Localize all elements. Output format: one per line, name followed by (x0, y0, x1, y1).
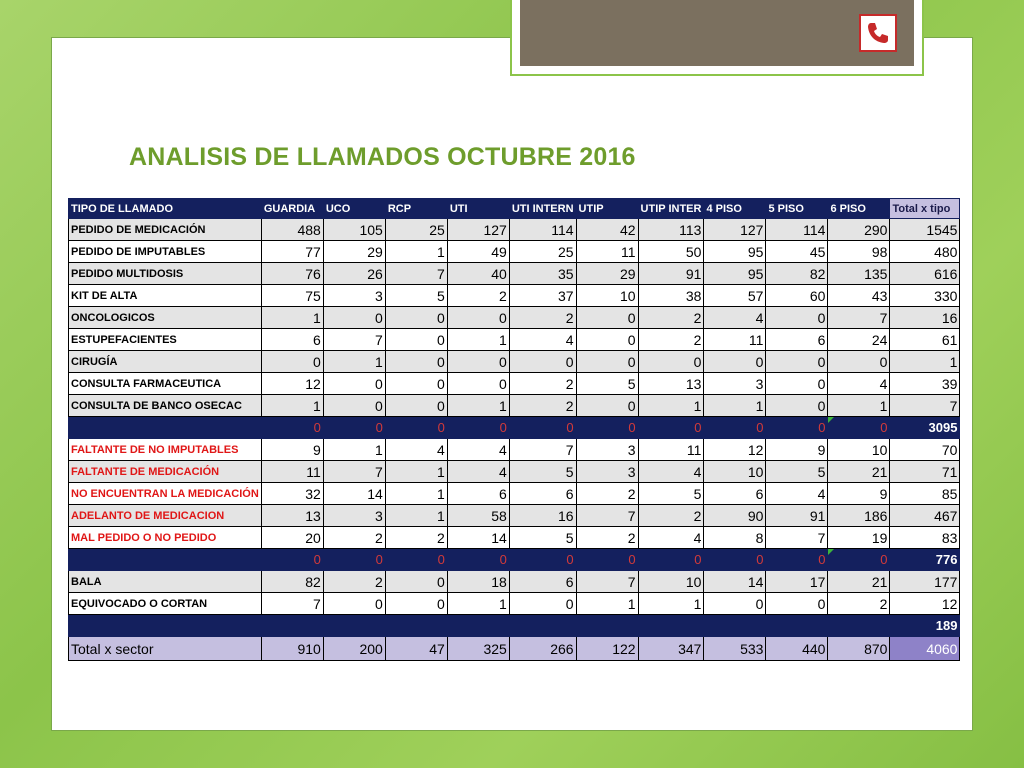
table-row (69, 483, 960, 505)
sector-total-cell: 440 (766, 637, 828, 661)
table-cell: 91 (638, 263, 704, 285)
table-cell: 0 (509, 351, 576, 373)
row-total-cell: 3095 (890, 417, 960, 439)
table-cell: 488 (261, 219, 323, 241)
table-row (69, 373, 960, 395)
table-cell: 11 (261, 461, 323, 483)
row-label (69, 549, 262, 571)
table-row (69, 395, 960, 417)
row-total-cell: 1 (890, 351, 960, 373)
table-cell: 0 (766, 307, 828, 329)
table-cell: 95 (704, 263, 766, 285)
table-cell: 1 (638, 395, 704, 417)
table-cell: 135 (828, 263, 890, 285)
row-total-cell: 83 (890, 527, 960, 549)
table-cell: 25 (385, 219, 447, 241)
column-header: UCO (323, 199, 385, 219)
table-cell: 0 (576, 307, 638, 329)
table-cell: 9 (261, 439, 323, 461)
table-cell (766, 615, 828, 637)
table-cell: 113 (638, 219, 704, 241)
table-cell: 0 (447, 417, 509, 439)
row-total-cell: 177 (890, 571, 960, 593)
table-cell: 12 (704, 439, 766, 461)
row-total-cell: 467 (890, 505, 960, 527)
sector-total-cell: 533 (704, 637, 766, 661)
total-label: Total x sector (69, 637, 262, 661)
sector-total-cell: 47 (385, 637, 447, 661)
table-cell: 1 (447, 593, 509, 615)
table-cell: 19 (828, 527, 890, 549)
table-cell: 7 (576, 505, 638, 527)
table-cell: 7 (766, 527, 828, 549)
table-row (69, 593, 960, 615)
table-cell: 11 (576, 241, 638, 263)
row-label: CIRUGÍA (69, 351, 262, 373)
table-row (69, 219, 960, 241)
row-total-cell: 39 (890, 373, 960, 395)
table-cell: 0 (447, 373, 509, 395)
table-cell: 1 (323, 439, 385, 461)
table-cell: 114 (509, 219, 576, 241)
table-cell: 7 (576, 571, 638, 593)
table-cell: 290 (828, 219, 890, 241)
sector-total-cell: 200 (323, 637, 385, 661)
table-cell: 1 (576, 593, 638, 615)
table-cell: 0 (766, 351, 828, 373)
sector-total-cell: 266 (509, 637, 576, 661)
sector-total-cell: 870 (828, 637, 890, 661)
table-cell: 57 (704, 285, 766, 307)
table-cell: 0 (385, 395, 447, 417)
table-cell: 0 (323, 417, 385, 439)
table-cell: 7 (385, 263, 447, 285)
table-cell (385, 615, 447, 637)
table-cell: 127 (447, 219, 509, 241)
table-cell: 0 (828, 549, 890, 571)
row-total-cell: 776 (890, 549, 960, 571)
table-cell: 1 (704, 395, 766, 417)
table-cell: 0 (509, 593, 576, 615)
table-cell: 14 (323, 483, 385, 505)
table-cell: 1 (261, 395, 323, 417)
table-cell: 82 (766, 263, 828, 285)
table-row (69, 351, 960, 373)
table-cell: 26 (323, 263, 385, 285)
table-cell: 1 (323, 351, 385, 373)
table-cell (704, 615, 766, 637)
table-cell: 16 (509, 505, 576, 527)
table-cell: 0 (766, 593, 828, 615)
header-banner (520, 0, 914, 66)
table-cell: 2 (638, 505, 704, 527)
table-cell: 21 (828, 461, 890, 483)
table-cell: 0 (576, 417, 638, 439)
table-cell: 1 (385, 241, 447, 263)
table-cell: 32 (261, 483, 323, 505)
table-cell: 0 (704, 549, 766, 571)
table-cell: 0 (323, 307, 385, 329)
row-label: FALTANTE DE NO IMPUTABLES (69, 439, 262, 461)
row-label: CONSULTA DE BANCO OSECAC (69, 395, 262, 417)
table-cell: 1 (447, 329, 509, 351)
row-total-cell: 16 (890, 307, 960, 329)
table-cell: 17 (766, 571, 828, 593)
table-cell: 0 (447, 351, 509, 373)
row-total-cell: 189 (890, 615, 960, 637)
table-cell: 10 (638, 571, 704, 593)
table-cell: 21 (828, 571, 890, 593)
row-label: EQUIVOCADO O CORTAN (69, 593, 262, 615)
table-cell: 91 (766, 505, 828, 527)
subtotal-row (69, 615, 960, 637)
table-header-row (69, 199, 960, 219)
calls-table (68, 198, 960, 661)
table-cell: 127 (704, 219, 766, 241)
table-row (69, 263, 960, 285)
table-cell: 49 (447, 241, 509, 263)
table-cell: 186 (828, 505, 890, 527)
row-label: PEDIDO DE MEDICACIÓN (69, 219, 262, 241)
table-cell: 43 (828, 285, 890, 307)
table-cell: 3 (576, 439, 638, 461)
table-cell: 0 (385, 571, 447, 593)
table-cell (261, 615, 323, 637)
table-cell: 4 (385, 439, 447, 461)
row-total-cell: 61 (890, 329, 960, 351)
row-total-cell: 85 (890, 483, 960, 505)
column-header: 5 PISO (766, 199, 828, 219)
table-cell: 0 (704, 351, 766, 373)
row-label: BALA (69, 571, 262, 593)
table-cell: 0 (261, 549, 323, 571)
table-cell: 0 (385, 417, 447, 439)
table-cell: 20 (261, 527, 323, 549)
table-cell: 38 (638, 285, 704, 307)
table-cell (828, 615, 890, 637)
table-row (69, 461, 960, 483)
table-cell: 0 (385, 593, 447, 615)
column-header: UTIP INTER (638, 199, 704, 219)
table-cell: 1 (828, 395, 890, 417)
table-cell: 0 (447, 307, 509, 329)
sector-total-cell: 347 (638, 637, 704, 661)
table-cell: 25 (509, 241, 576, 263)
table-cell: 2 (509, 395, 576, 417)
table-cell: 0 (261, 351, 323, 373)
table-cell: 4 (704, 307, 766, 329)
table-cell: 4 (828, 373, 890, 395)
table-cell: 5 (638, 483, 704, 505)
table-cell: 77 (261, 241, 323, 263)
table-cell: 0 (323, 593, 385, 615)
row-label: ESTUPEFACIENTES (69, 329, 262, 351)
table-cell: 35 (509, 263, 576, 285)
table-cell: 0 (261, 417, 323, 439)
table-cell: 0 (576, 329, 638, 351)
table-cell: 6 (704, 483, 766, 505)
column-header: UTI INTERN (509, 199, 576, 219)
table-cell: 37 (509, 285, 576, 307)
table-cell: 0 (385, 373, 447, 395)
column-header: TIPO DE LLAMADO (69, 199, 262, 219)
table-cell: 114 (766, 219, 828, 241)
table-cell: 2 (447, 285, 509, 307)
row-total-cell: 616 (890, 263, 960, 285)
table-cell: 0 (323, 549, 385, 571)
table-cell: 18 (447, 571, 509, 593)
table-cell: 1 (261, 307, 323, 329)
table-cell: 5 (576, 373, 638, 395)
page-title: ANALISIS DE LLAMADOS OCTUBRE 2016 (129, 143, 636, 171)
sector-total-cell: 122 (576, 637, 638, 661)
table-cell: 10 (828, 439, 890, 461)
table-cell: 0 (766, 373, 828, 395)
table-cell: 13 (261, 505, 323, 527)
table-cell: 2 (638, 307, 704, 329)
table-cell: 11 (704, 329, 766, 351)
table-cell: 58 (447, 505, 509, 527)
table-cell: 7 (323, 461, 385, 483)
table-cell: 29 (323, 241, 385, 263)
table-cell: 3 (704, 373, 766, 395)
table-cell: 9 (828, 483, 890, 505)
sector-total-cell: 910 (261, 637, 323, 661)
table-cell: 11 (638, 439, 704, 461)
column-header: UTIP (576, 199, 638, 219)
table-cell: 2 (509, 307, 576, 329)
table-row (69, 505, 960, 527)
row-label: MAL PEDIDO O NO PEDIDO (69, 527, 262, 549)
table-cell: 0 (323, 395, 385, 417)
table-cell: 3 (323, 505, 385, 527)
table-cell: 6 (447, 483, 509, 505)
row-label: ADELANTO DE MEDICACION (69, 505, 262, 527)
row-label: KIT DE ALTA (69, 285, 262, 307)
table-cell: 4 (509, 329, 576, 351)
row-label: CONSULTA FARMACEUTICA (69, 373, 262, 395)
table-row (69, 241, 960, 263)
table-cell: 1 (385, 505, 447, 527)
table-cell: 0 (576, 549, 638, 571)
column-header: 4 PISO (704, 199, 766, 219)
table-cell: 40 (447, 263, 509, 285)
table-cell: 2 (576, 527, 638, 549)
column-header: Total x tipo (890, 199, 960, 219)
table-cell (638, 615, 704, 637)
table-row (69, 439, 960, 461)
table-cell: 3 (576, 461, 638, 483)
table-cell (323, 615, 385, 637)
table-cell: 4 (447, 461, 509, 483)
table-cell: 5 (385, 285, 447, 307)
table-row (69, 527, 960, 549)
column-header: GUARDIA (261, 199, 323, 219)
table-cell: 0 (447, 549, 509, 571)
sector-total-cell: 325 (447, 637, 509, 661)
table-cell: 5 (509, 527, 576, 549)
table-cell: 0 (385, 549, 447, 571)
table-cell: 0 (704, 593, 766, 615)
table-cell: 6 (509, 483, 576, 505)
row-total-cell: 12 (890, 593, 960, 615)
table-cell: 98 (828, 241, 890, 263)
table-cell: 7 (828, 307, 890, 329)
table-cell: 2 (323, 571, 385, 593)
table-cell: 0 (638, 417, 704, 439)
row-total-cell: 70 (890, 439, 960, 461)
table-cell: 2 (385, 527, 447, 549)
table-cell: 0 (638, 351, 704, 373)
table-cell: 3 (323, 285, 385, 307)
table-cell: 0 (385, 351, 447, 373)
row-total-cell: 330 (890, 285, 960, 307)
table-cell: 2 (509, 373, 576, 395)
table-cell: 75 (261, 285, 323, 307)
table-cell: 1 (638, 593, 704, 615)
table-cell: 0 (385, 329, 447, 351)
table-cell: 2 (828, 593, 890, 615)
row-label (69, 417, 262, 439)
table-cell: 0 (766, 417, 828, 439)
subtotal-row (69, 549, 960, 571)
table-cell: 10 (704, 461, 766, 483)
row-total-cell: 71 (890, 461, 960, 483)
row-total-cell: 7 (890, 395, 960, 417)
subtotal-row (69, 417, 960, 439)
table-cell: 14 (704, 571, 766, 593)
table-cell: 4 (766, 483, 828, 505)
row-label (69, 615, 262, 637)
grand-total-cell: 4060 (890, 637, 960, 661)
table-cell: 6 (261, 329, 323, 351)
table-cell: 0 (576, 351, 638, 373)
table-cell: 0 (509, 549, 576, 571)
table-cell (576, 615, 638, 637)
table-cell: 45 (766, 241, 828, 263)
table-cell: 76 (261, 263, 323, 285)
table-row (69, 307, 960, 329)
table-cell: 105 (323, 219, 385, 241)
table-cell: 0 (638, 549, 704, 571)
table-cell: 2 (576, 483, 638, 505)
row-total-cell: 480 (890, 241, 960, 263)
table-cell: 0 (828, 417, 890, 439)
table-cell: 2 (323, 527, 385, 549)
table-cell: 14 (447, 527, 509, 549)
table-cell: 12 (261, 373, 323, 395)
table-cell: 1 (447, 395, 509, 417)
table-cell (447, 615, 509, 637)
table-cell: 42 (576, 219, 638, 241)
table-cell: 5 (766, 461, 828, 483)
table-cell: 1 (385, 483, 447, 505)
table-cell: 0 (828, 351, 890, 373)
table-cell: 5 (509, 461, 576, 483)
table-cell: 7 (261, 593, 323, 615)
table-row (69, 571, 960, 593)
row-total-cell: 1545 (890, 219, 960, 241)
table-cell: 4 (447, 439, 509, 461)
table-cell: 6 (766, 329, 828, 351)
row-label: ONCOLOGICOS (69, 307, 262, 329)
table-cell: 7 (509, 439, 576, 461)
table-cell (509, 615, 576, 637)
column-header: RCP (385, 199, 447, 219)
table-cell: 0 (766, 549, 828, 571)
table-cell: 13 (638, 373, 704, 395)
row-label: NO ENCUENTRAN LA MEDICACIÓN (69, 483, 262, 505)
table-cell: 0 (509, 417, 576, 439)
table-cell: 0 (385, 307, 447, 329)
table-cell: 2 (638, 329, 704, 351)
table-cell: 8 (704, 527, 766, 549)
table-cell: 0 (323, 373, 385, 395)
table-cell: 7 (323, 329, 385, 351)
row-label: PEDIDO DE IMPUTABLES (69, 241, 262, 263)
table-cell: 0 (576, 395, 638, 417)
table-cell: 82 (261, 571, 323, 593)
table-cell: 0 (704, 417, 766, 439)
table-cell: 4 (638, 527, 704, 549)
column-header: 6 PISO (828, 199, 890, 219)
table-cell: 4 (638, 461, 704, 483)
table-cell: 90 (704, 505, 766, 527)
table-cell: 9 (766, 439, 828, 461)
table-cell: 95 (704, 241, 766, 263)
table-row (69, 329, 960, 351)
total-row (69, 637, 960, 661)
table-cell: 6 (509, 571, 576, 593)
column-header: UTI (447, 199, 509, 219)
table-cell: 1 (385, 461, 447, 483)
table-cell: 24 (828, 329, 890, 351)
table-cell: 0 (766, 395, 828, 417)
phone-icon (859, 14, 897, 52)
table-row (69, 285, 960, 307)
table-cell: 50 (638, 241, 704, 263)
table-cell: 60 (766, 285, 828, 307)
row-label: PEDIDO MULTIDOSIS (69, 263, 262, 285)
table-cell: 10 (576, 285, 638, 307)
table-cell: 29 (576, 263, 638, 285)
row-label: FALTANTE DE MEDICACIÓN (69, 461, 262, 483)
